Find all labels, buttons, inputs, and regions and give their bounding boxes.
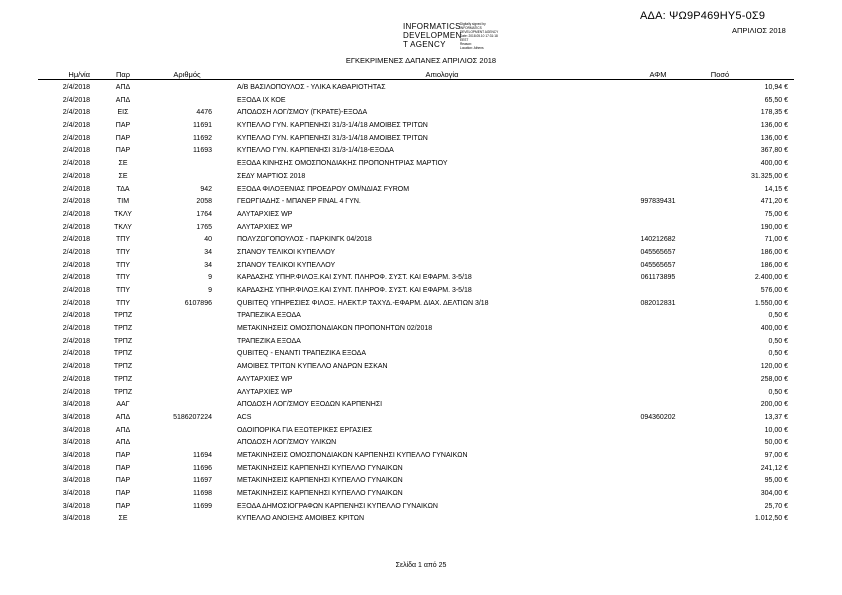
cell-amount: 258,00 € bbox=[760, 375, 788, 383]
cell-amount: 304,00 € bbox=[760, 490, 788, 497]
cell-description: ΜΕΤΑΚΙΝΗΣΕΙΣ ΟΜΟΣΠΟΝΔΙΑΚΩΝ ΚΑΡΠΕΝΗΣΙ ΚΥΠΕΛΛΟ ΓΥΝΑΙΚΩΝ bbox=[237, 451, 468, 459]
cell-date: 3/4/2018 bbox=[62, 515, 90, 523]
cell-amount: 0,50 € bbox=[768, 388, 788, 396]
table-row bbox=[0, 388, 842, 401]
cell-amount: 13,37 € bbox=[764, 413, 788, 421]
cell-description: ΚΑΡΔΑΣΗΣ ΥΠΗΡ.ΦΙΛΟΞ.ΚΑΙ ΣΥΝΤ. ΠΛΗΡΟΦ. ΣΥΣΤ. ΚΑΙ ΕΦΑΡΜ. 3-5/18 bbox=[237, 274, 472, 282]
cell-description: ΟΔΟΙΠΟΡΙΚΑ ΓΙΑ ΕΞΩΤΕΡΙΚΕΣ ΕΡΓΑΣΙΕΣ bbox=[237, 426, 373, 434]
cell-description: ΕΞΟΔΑ ΚΙΝΗΣΗΣ ΟΜΟΣΠΟΝΔΙΑΚΗΣ ΠΡΟΠΟΝΗΤΡΙΑΣ ΜΑΡΤΙΟΥ bbox=[237, 160, 448, 168]
cell-par: ΑΠΔ bbox=[115, 413, 131, 421]
cell-par: ΑΠΔ bbox=[115, 96, 131, 104]
column-header-description: Αιτιολογία bbox=[425, 70, 459, 79]
cell-amount: 400,00 € bbox=[760, 325, 788, 333]
cell-description: ΤΡΑΠΕΖΙΚΑ ΕΞΟΔΑ bbox=[237, 312, 301, 320]
cell-par: ΠΑΡ bbox=[115, 490, 131, 497]
cell-date: 2/4/2018 bbox=[62, 261, 90, 269]
cell-date: 3/4/2018 bbox=[62, 413, 90, 421]
cell-par: ΣΕ bbox=[118, 160, 128, 168]
cell-par: ΠΑΡ bbox=[115, 134, 131, 142]
cell-description: ΑΛΥΤΑΡΧΙΕΣ WP bbox=[237, 388, 293, 396]
cell-description: ΑΜΟΙΒΕΣ ΤΡΙΤΩΝ ΚΥΠΕΛΛΟ ΑΝΔΡΩΝ ΕΣΚΑΝ bbox=[237, 363, 388, 371]
cell-amount: 97,00 € bbox=[764, 451, 788, 459]
cell-date: 2/4/2018 bbox=[62, 172, 90, 180]
table-row bbox=[0, 362, 842, 375]
month-label: ΑΠΡΙΛΙΟΣ 2018 bbox=[732, 26, 786, 35]
table-row bbox=[0, 426, 842, 439]
cell-amount: 186,00 € bbox=[760, 248, 788, 256]
cell-number: 11699 bbox=[193, 502, 212, 510]
page-number: Σελίδα 1 από 25 bbox=[395, 562, 447, 569]
table-row bbox=[0, 223, 842, 236]
cell-date: 2/4/2018 bbox=[62, 325, 90, 333]
table-row bbox=[0, 273, 842, 286]
table-row bbox=[0, 210, 842, 223]
cell-date: 2/4/2018 bbox=[62, 350, 90, 358]
ada-code: ΑΔΑ: ΨΩ9Ρ469ΗΥ5-0Σ9 bbox=[640, 10, 766, 22]
cell-par: ΠΑΡ bbox=[115, 147, 131, 155]
digital-signature-stamp bbox=[403, 22, 533, 54]
signer-line: INFORMATICS bbox=[403, 22, 461, 31]
cell-amount: 10,00 € bbox=[764, 426, 788, 434]
cell-description: ΕΞΟΔΑ ΦΙΛΟΞΕΝΙΑΣ ΠΡΟΕΔΡΟΥ ΟΜ/ΝΔΙΑΣ FYROM bbox=[237, 185, 410, 193]
table-row bbox=[0, 134, 842, 147]
cell-amount: 1.550,00 € bbox=[754, 299, 788, 307]
table-row bbox=[0, 299, 842, 312]
signature-detail-line: Date: 2018.05.10 17:31:18 bbox=[460, 34, 498, 38]
cell-date: 3/4/2018 bbox=[62, 426, 90, 434]
cell-par: ΤΔΑ bbox=[116, 185, 130, 193]
cell-afm: 094360202 bbox=[640, 413, 676, 421]
cell-par: ΤΠΥ bbox=[116, 236, 130, 244]
cell-amount: 471,20 € bbox=[760, 198, 788, 206]
cell-par: ΤΡΠΖ bbox=[113, 375, 133, 383]
cell-date: 3/4/2018 bbox=[62, 477, 90, 485]
cell-date: 2/4/2018 bbox=[62, 337, 90, 345]
cell-description: ΜΕΤΑΚΙΝΗΣΕΙΣ ΚΑΡΠΕΝΗΣΙ ΚΥΠΕΛΛΟ ΓΥΝΑΙΚΩΝ bbox=[237, 477, 403, 485]
cell-par: ΣΕ bbox=[118, 172, 128, 180]
cell-par: ΤΚΛΥ bbox=[114, 223, 132, 231]
cell-par: ΤΡΠΖ bbox=[113, 350, 133, 358]
table-row bbox=[0, 172, 842, 185]
cell-par: ΠΑΡ bbox=[115, 122, 131, 130]
cell-date: 2/4/2018 bbox=[62, 134, 90, 142]
cell-date: 2/4/2018 bbox=[62, 312, 90, 320]
cell-par: ΤΠΥ bbox=[116, 299, 130, 307]
signature-detail-line: EEST bbox=[460, 38, 469, 42]
cell-date: 2/4/2018 bbox=[62, 185, 90, 193]
cell-par: ΠΑΡ bbox=[115, 451, 131, 459]
cell-amount: 120,00 € bbox=[760, 363, 788, 371]
cell-date: 2/4/2018 bbox=[62, 236, 90, 244]
table-row bbox=[0, 489, 842, 502]
cell-amount: 136,00 € bbox=[760, 134, 788, 142]
table-row bbox=[0, 146, 842, 159]
cell-date: 2/4/2018 bbox=[62, 160, 90, 168]
cell-number: 11698 bbox=[193, 490, 212, 497]
column-header-par: Παρ bbox=[115, 70, 131, 79]
cell-date: 3/4/2018 bbox=[62, 502, 90, 510]
cell-description: ACS bbox=[237, 413, 252, 421]
cell-par: ΤΡΠΖ bbox=[113, 312, 133, 320]
cell-date: 2/4/2018 bbox=[62, 299, 90, 307]
cell-description: ΑΠΟΔΟΣΗ ΛΟΓ/ΣΜΟΥ ΕΞΟΔΩΝ ΚΑΡΠΕΝΗΣΙ bbox=[237, 401, 383, 409]
cell-number: 11697 bbox=[193, 477, 212, 485]
cell-number: 11692 bbox=[193, 134, 212, 142]
cell-par: ΤΠΥ bbox=[116, 287, 130, 294]
cell-par: ΠΑΡ bbox=[115, 477, 131, 485]
table-row bbox=[0, 476, 842, 489]
cell-afm: 082012831 bbox=[640, 299, 676, 307]
cell-description: QUBITEQ - ΕΝΑΝΤΙ ΤΡΑΠΕΖΙΚΑ ΕΞΟΔΑ bbox=[237, 350, 367, 358]
cell-description: ΚΥΠΕΛΛΟ ΓΥΝ. ΚΑΡΠΕΝΗΣΙ 31/3-1/4/18 ΑΜΟΙΒΕΣ ΤΡΙΤΩΝ bbox=[237, 122, 428, 130]
cell-description: ΤΡΑΠΕΖΙΚΑ ΕΞΟΔΑ bbox=[237, 337, 301, 345]
cell-amount: 190,00 € bbox=[760, 223, 788, 231]
cell-amount: 367,80 € bbox=[760, 147, 788, 155]
cell-amount: 400,00 € bbox=[760, 160, 788, 168]
header-divider bbox=[38, 79, 794, 80]
cell-par: ΤΠΥ bbox=[116, 248, 130, 256]
signer-name bbox=[403, 22, 462, 49]
signature-detail-line: Reason: bbox=[460, 42, 472, 46]
cell-date: 2/4/2018 bbox=[62, 109, 90, 117]
cell-number: 2058 bbox=[196, 198, 212, 206]
table-row bbox=[0, 311, 842, 324]
cell-date: 3/4/2018 bbox=[62, 401, 90, 409]
signer-line: DEVELOPMEN bbox=[403, 31, 462, 40]
cell-date: 2/4/2018 bbox=[62, 210, 90, 218]
cell-number: 1764 bbox=[196, 210, 212, 218]
cell-afm: 997839431 bbox=[640, 198, 676, 206]
cell-amount: 0,50 € bbox=[768, 312, 788, 320]
table-row bbox=[0, 337, 842, 350]
signature-detail-line: Digitally signed by bbox=[460, 22, 486, 26]
cell-number: 34 bbox=[204, 248, 212, 256]
table-row bbox=[0, 248, 842, 261]
signer-line: T AGENCY bbox=[403, 40, 446, 49]
cell-par: ΤΡΠΖ bbox=[113, 337, 133, 345]
signature-detail-line: Location: Athens bbox=[460, 46, 484, 50]
signature-detail-line: INFORMATICS bbox=[460, 26, 482, 30]
cell-amount: 241,12 € bbox=[760, 464, 788, 472]
cell-par: ΑΠΔ bbox=[115, 426, 131, 434]
cell-description: ΑΠΟΔΟΣΗ ΛΟΓ/ΣΜΟΥ ΥΛΙΚΩΝ bbox=[237, 439, 337, 447]
cell-description: QUBITEQ ΥΠΗΡΕΣΙΕΣ ΦΙΛΟΞ. ΗΛΕΚΤ.Ρ ΤΑΧΥΔ.-ΕΦΑΡΜ. ΔΙΑΧ. ΔΕΛΤΙΩΝ 3/18 bbox=[237, 299, 489, 307]
table-row bbox=[0, 438, 842, 451]
cell-amount: 178,35 € bbox=[760, 109, 788, 117]
table-row bbox=[0, 400, 842, 413]
cell-amount: 50,00 € bbox=[764, 439, 788, 447]
cell-description: ΓΕΩΡΓΙΑΔΗΣ - ΜΠΑΝΕΡ FINAL 4 ΓΥΝ. bbox=[237, 198, 361, 206]
cell-description: ΚΑΡΔΑΣΗΣ ΥΠΗΡ.ΦΙΛΟΞ.ΚΑΙ ΣΥΝΤ. ΠΛΗΡΟΦ. ΣΥΣΤ. ΚΑΙ ΕΦΑΡΜ. 3-5/18 bbox=[237, 287, 472, 294]
cell-amount: 25,70 € bbox=[764, 502, 788, 510]
table-row bbox=[0, 83, 842, 96]
cell-date: 2/4/2018 bbox=[62, 388, 90, 396]
table-row bbox=[0, 413, 842, 426]
table-row bbox=[0, 324, 842, 337]
table-row bbox=[0, 121, 842, 134]
cell-number: 9 bbox=[208, 287, 212, 294]
cell-number: 11693 bbox=[193, 147, 212, 155]
cell-amount: 200,00 € bbox=[760, 401, 788, 409]
cell-par: ΤΠΥ bbox=[116, 274, 130, 282]
cell-description: ΣΠΑΝΟΥ ΤΕΛΙΚΟΙ ΚΥΠΕΛΛΟΥ bbox=[237, 261, 336, 269]
cell-date: 2/4/2018 bbox=[62, 274, 90, 282]
cell-description: ΣΕΔΥ ΜΑΡΤΙΟΣ 2018 bbox=[237, 172, 306, 180]
cell-number: 11696 bbox=[193, 464, 212, 472]
cell-amount: 65,50 € bbox=[764, 96, 788, 104]
column-header-afm: ΑΦΜ bbox=[649, 70, 667, 79]
table-row bbox=[0, 235, 842, 248]
cell-amount: 2.400,00 € bbox=[754, 274, 788, 282]
cell-afm: 045565657 bbox=[640, 248, 676, 256]
column-header-number: Αριθμός bbox=[173, 70, 201, 79]
cell-par: ΑΑΓ bbox=[116, 401, 130, 409]
table-row bbox=[0, 375, 842, 388]
cell-description: ΕΞΟΔΑ ΔΗΜΟΣΙΟΓΡΑΦΩΝ ΚΑΡΠΕΝΗΣΙ ΚΥΠΕΛΛΟ ΓΥΝΑΙΚΩΝ bbox=[237, 502, 438, 510]
cell-date: 2/4/2018 bbox=[62, 375, 90, 383]
cell-number: 5186207224 bbox=[173, 413, 212, 421]
table-row bbox=[0, 349, 842, 362]
table-row bbox=[0, 261, 842, 274]
cell-amount: 0,50 € bbox=[768, 337, 788, 345]
cell-amount: 1.012,50 € bbox=[754, 515, 788, 523]
table-row bbox=[0, 514, 842, 527]
cell-amount: 75,00 € bbox=[764, 210, 788, 218]
table-row bbox=[0, 464, 842, 477]
cell-date: 3/4/2018 bbox=[62, 451, 90, 459]
cell-amount: 14,15 € bbox=[764, 185, 788, 193]
cell-date: 2/4/2018 bbox=[62, 248, 90, 256]
cell-date: 2/4/2018 bbox=[62, 363, 90, 371]
table-row bbox=[0, 286, 842, 299]
cell-par: ΤΙΜ bbox=[116, 198, 130, 206]
cell-par: ΤΡΠΖ bbox=[113, 388, 133, 396]
cell-amount: 0,50 € bbox=[768, 350, 788, 358]
cell-par: ΣΕ bbox=[118, 515, 128, 523]
cell-par: ΠΑΡ bbox=[115, 464, 131, 472]
cell-afm: 140212682 bbox=[640, 236, 676, 244]
column-header-amount: Ποσό bbox=[710, 70, 730, 79]
cell-amount: 136,00 € bbox=[760, 122, 788, 130]
cell-amount: 95,00 € bbox=[764, 477, 788, 485]
cell-number: 11691 bbox=[193, 122, 212, 130]
table-row bbox=[0, 185, 842, 198]
cell-date: 2/4/2018 bbox=[62, 96, 90, 104]
cell-date: 2/4/2018 bbox=[62, 198, 90, 206]
cell-date: 2/4/2018 bbox=[62, 147, 90, 155]
cell-description: ΜΕΤΑΚΙΝΗΣΕΙΣ ΟΜΟΣΠΟΝΔΙΑΚΩΝ ΠΡΟΠΟΝΗΤΩΝ 02/2018 bbox=[237, 325, 433, 333]
table-row bbox=[0, 159, 842, 172]
cell-number: 6107896 bbox=[184, 299, 212, 307]
cell-afm: 061173895 bbox=[640, 274, 676, 282]
cell-number: 34 bbox=[204, 261, 212, 269]
cell-number: 9 bbox=[208, 274, 212, 282]
cell-afm: 045565657 bbox=[640, 261, 676, 269]
cell-par: ΠΑΡ bbox=[115, 502, 131, 510]
cell-par: ΤΡΠΖ bbox=[113, 325, 133, 333]
cell-par: ΤΡΠΖ bbox=[113, 363, 133, 371]
cell-number: 40 bbox=[204, 236, 212, 244]
cell-amount: 31.325,00 € bbox=[751, 172, 788, 180]
cell-date: 2/4/2018 bbox=[62, 122, 90, 130]
cell-description: ΑΠΟΔΟΣΗ ΛΟΓ/ΣΜΟΥ (ΓΚΡΑΤΕ)-ΕΞΟΔΑ bbox=[237, 109, 368, 117]
cell-amount: 186,00 € bbox=[760, 261, 788, 269]
cell-description: ΚΥΠΕΛΛΟ ΓΥΝ. ΚΑΡΠΕΝΗΣΙ 31/3-1/4/18 ΑΜΟΙΒΕΣ ΤΡΙΤΩΝ bbox=[237, 134, 428, 142]
cell-par: ΤΠΥ bbox=[116, 261, 130, 269]
cell-description: ΕΞΟΔΑ ΙΧ ΚΟΕ bbox=[237, 96, 286, 104]
cell-amount: 576,00 € bbox=[760, 287, 788, 294]
table-row bbox=[0, 451, 842, 464]
cell-description: ΑΛΥΤΑΡΧΙΕΣ WP bbox=[237, 210, 293, 218]
cell-number: 942 bbox=[200, 185, 212, 193]
cell-number: 4476 bbox=[196, 109, 212, 117]
cell-date: 3/4/2018 bbox=[62, 490, 90, 497]
expenses-table bbox=[0, 83, 842, 527]
cell-description: ΑΛΥΤΑΡΧΙΕΣ WP bbox=[237, 375, 293, 383]
cell-number: 1765 bbox=[196, 223, 212, 231]
cell-date: 2/4/2018 bbox=[62, 223, 90, 231]
cell-amount: 71,00 € bbox=[764, 236, 788, 244]
cell-description: Α/Β ΒΑΣΙΛΟΠΟΥΛΟΣ - ΥΛΙΚΑ ΚΑΘΑΡΙΟΤΗΤΑΣ bbox=[237, 84, 386, 91]
cell-number: 11694 bbox=[193, 451, 212, 459]
cell-par: ΤΚΛΥ bbox=[114, 210, 132, 218]
table-row bbox=[0, 108, 842, 121]
document-title: ΕΓΚΕΚΡΙΜΕΝΕΣ ΔΑΠΑΝΕΣ ΑΠΡΙΛΙΟΣ 2018 bbox=[345, 56, 497, 65]
cell-description: ΣΠΑΝΟΥ ΤΕΛΙΚΟΙ ΚΥΠΕΛΛΟΥ bbox=[237, 248, 336, 256]
signature-details bbox=[460, 22, 530, 50]
signature-detail-line: DEVELOPMENT AGENCY bbox=[460, 30, 499, 34]
cell-date: 2/4/2018 bbox=[62, 287, 90, 294]
cell-date: 3/4/2018 bbox=[62, 439, 90, 447]
cell-par: ΑΠΔ bbox=[115, 84, 131, 91]
cell-amount: 10,94 € bbox=[764, 84, 788, 91]
cell-description: ΚΥΠΕΛΛΟ ΑΝΟΙΞΗΣ ΑΜΟΙΒΕΣ ΚΡΙΤΩΝ bbox=[237, 515, 365, 523]
table-row bbox=[0, 96, 842, 109]
cell-description: ΜΕΤΑΚΙΝΗΣΕΙΣ ΚΑΡΠΕΝΗΣΙ ΚΥΠΕΛΛΟ ΓΥΝΑΙΚΩΝ bbox=[237, 490, 403, 497]
table-row bbox=[0, 197, 842, 210]
cell-description: ΜΕΤΑΚΙΝΗΣΕΙΣ ΚΑΡΠΕΝΗΣΙ ΚΥΠΕΛΛΟ ΓΥΝΑΙΚΩΝ bbox=[237, 464, 403, 472]
column-header-date: Ημ/νία bbox=[68, 70, 90, 79]
cell-description: ΑΛΥΤΑΡΧΙΕΣ WP bbox=[237, 223, 293, 231]
cell-par: ΕΙΣ bbox=[117, 109, 129, 117]
cell-date: 2/4/2018 bbox=[62, 84, 90, 91]
cell-par: ΑΠΔ bbox=[115, 439, 131, 447]
cell-date: 3/4/2018 bbox=[62, 464, 90, 472]
cell-description: ΚΥΠΕΛΛΟ ΓΥΝ. ΚΑΡΠΕΝΗΣΙ 31/3-1/4/18-ΕΞΟΔΑ bbox=[237, 147, 394, 155]
table-row bbox=[0, 502, 842, 515]
cell-description: ΠΟΛΥΖΩΓΟΠΟΥΛΟΣ - ΠΑΡΚΙΝΓΚ 04/2018 bbox=[237, 236, 372, 244]
